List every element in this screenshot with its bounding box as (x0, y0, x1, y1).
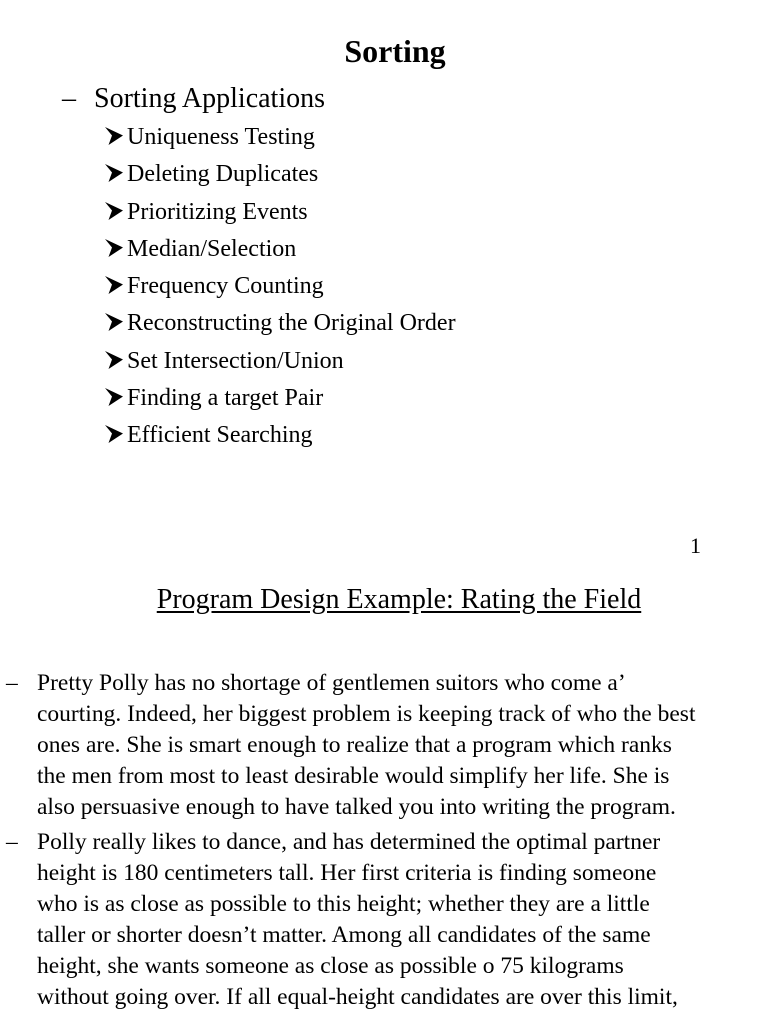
arrowhead-bullet-icon (103, 120, 127, 154)
page-number: 1 (690, 533, 701, 558)
list-item-label: Deleting Duplicates (127, 161, 319, 188)
paragraph-text (37, 668, 768, 823)
list-item (103, 381, 456, 418)
dash-bullet: – (62, 83, 76, 114)
paragraph-text (37, 827, 768, 1013)
dash-bullet: – (6, 670, 18, 696)
list-item-label: Median/Selection (127, 235, 297, 262)
section-heading: Sorting Applications (94, 83, 325, 114)
arrowhead-bullet-icon (103, 195, 127, 229)
list-item-label: Finding a target Pair (127, 385, 324, 412)
slide-title: Sorting (344, 33, 446, 69)
list-item (103, 157, 456, 194)
list-item (103, 120, 456, 157)
list-item-label: Prioritizing Events (127, 198, 308, 225)
paragraph (0, 827, 768, 1013)
list-item-label: Uniqueness Testing (127, 124, 315, 150)
paragraph-line: height, she wants someone as close as possible o 75 kilograms (37, 953, 624, 979)
arrowhead-bullet-icon (103, 269, 127, 303)
slide-title: Program Design Example: Rating the Field (156, 584, 642, 615)
arrowhead-bullet-icon (103, 157, 127, 191)
paragraph-line: courting. Indeed, her biggest problem is keeping track of who the best (37, 701, 696, 727)
paragraph-line: Polly really likes to dance, and has determined the optimal partner (37, 829, 661, 855)
paragraph-line: who is as close as possible to this height; whether they are a little (37, 891, 650, 917)
dash-bullet: – (6, 829, 18, 855)
list-item (103, 344, 456, 381)
list-item (103, 418, 456, 455)
paragraph-line: Pretty Polly has no shortage of gentlemen suitors who come a’ (37, 670, 626, 696)
paragraph-line: the men from most to least desirable would simplify her life. She is (37, 763, 670, 789)
arrowhead-bullet-icon (103, 306, 127, 340)
arrowhead-bullet-icon (103, 381, 127, 415)
list-item (103, 306, 456, 343)
paragraph (0, 668, 768, 823)
list-item-label: Set Intersection/Union (127, 347, 344, 374)
paragraph-line: also persuasive enough to have talked you into writing the program. (37, 794, 676, 820)
paragraph-line: taller or shorter doesn’t matter. Among all candidates of the same (37, 922, 651, 948)
paragraph-line: without going over. If all equal-height candidates are over this limit, (37, 984, 678, 1010)
paragraph-line: height is 180 centimeters tall. Her first criteria is finding someone (37, 860, 657, 886)
arrowhead-bullet-icon (103, 418, 127, 452)
list-item-label: Reconstructing the Original Order (127, 310, 456, 337)
paragraph-line: ones are. She is smart enough to realize that a program which ranks (37, 732, 672, 758)
applications-list (103, 120, 456, 456)
list-item (103, 232, 456, 269)
list-item (103, 269, 456, 306)
list-item-label: Frequency Counting (127, 273, 324, 300)
section-heading-row (62, 80, 325, 118)
arrowhead-bullet-icon (103, 344, 127, 378)
list-item (103, 195, 456, 232)
list-item-label: Efficient Searching (127, 422, 313, 449)
arrowhead-bullet-icon (103, 232, 127, 266)
